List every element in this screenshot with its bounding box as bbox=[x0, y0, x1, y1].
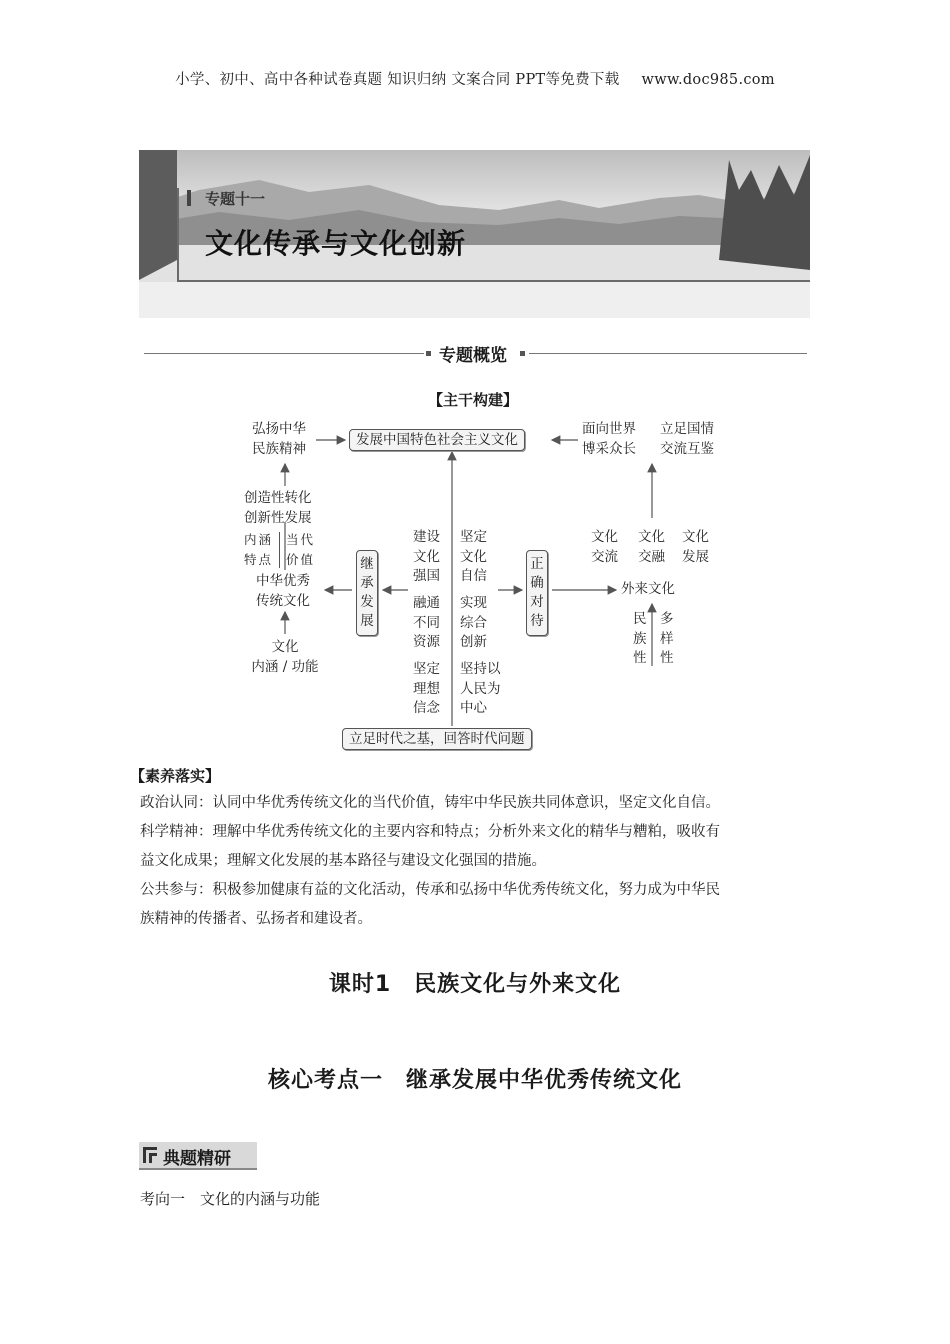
core-point-title: 核心考点一 继承发展中华优秀传统文化 bbox=[267, 1068, 682, 1093]
node-create-line1: 创造性转化 bbox=[244, 490, 312, 506]
node-diverse-char2: 样 bbox=[660, 630, 674, 647]
node-integrate-line3: 资源 bbox=[413, 634, 440, 650]
node-integrate bbox=[413, 594, 440, 653]
node-traditional-line2: 传统文化 bbox=[256, 592, 310, 609]
tag-bracket-icon bbox=[143, 1147, 157, 1163]
literacy-line-3: 益文化成果；理解文化发展的基本路径与建设文化强国的措施。 bbox=[140, 853, 546, 869]
node-spirit-line2: 民族精神 bbox=[252, 440, 306, 457]
node-exchange-line1: 文化 bbox=[591, 529, 618, 545]
node-build-strong bbox=[413, 528, 440, 587]
literacy-line-5: 族精神的传播者、弘扬者和建设者。 bbox=[140, 911, 372, 927]
node-world bbox=[582, 420, 636, 459]
heading-square-left bbox=[426, 351, 431, 356]
node-national-line2: 交流互鉴 bbox=[660, 440, 714, 457]
inherit-char-1: 继 bbox=[360, 556, 374, 572]
node-diverse-char3: 性 bbox=[660, 650, 674, 666]
heading-rule-left bbox=[144, 353, 424, 354]
node-innovation-line3: 创新 bbox=[460, 634, 487, 650]
node-current-value bbox=[286, 530, 315, 569]
node-exchange-line2: 交流 bbox=[591, 548, 618, 565]
node-content-features bbox=[244, 530, 273, 569]
node-integrate-line2: 不同 bbox=[413, 614, 440, 631]
node-build-line1: 建设 bbox=[413, 529, 440, 545]
node-ideal-line1: 坚定 bbox=[413, 661, 440, 677]
correct-char-3: 对 bbox=[530, 594, 544, 610]
node-integrate-line1: 融通 bbox=[413, 595, 440, 611]
literacy-label: 【素养落实】 bbox=[130, 767, 221, 785]
inherit-develop-box bbox=[356, 550, 378, 636]
node-build-line3: 强国 bbox=[413, 568, 440, 584]
node-content-line2: 特点 bbox=[244, 551, 274, 567]
node-value-line2: 价值 bbox=[286, 551, 316, 567]
node-ethnic-char3: 性 bbox=[633, 650, 647, 666]
inherit-char-3: 发 bbox=[360, 594, 374, 610]
lesson-title: 课时1 民族文化与外来文化 bbox=[328, 972, 622, 997]
node-traditional-culture bbox=[256, 572, 310, 611]
node-value-line1: 当代 bbox=[286, 532, 316, 547]
node-blend-line1: 文化 bbox=[638, 529, 665, 545]
node-diverse bbox=[660, 610, 674, 669]
goal-box: 发展中国特色社会主义文化 bbox=[349, 429, 525, 451]
node-people-line1: 坚持以 bbox=[460, 661, 501, 677]
node-function-line2: 内涵 / 功能 bbox=[251, 658, 319, 675]
correct-char-1: 正 bbox=[530, 556, 544, 572]
banner-title: 文化传承与文化创新 bbox=[205, 227, 467, 260]
node-people-line2: 人民为 bbox=[460, 680, 501, 697]
inherit-char-4: 展 bbox=[360, 613, 374, 629]
node-confidence-line1: 坚定 bbox=[460, 529, 487, 545]
node-confidence-line3: 自信 bbox=[460, 568, 487, 584]
node-content-line1: 内涵 bbox=[244, 532, 274, 547]
node-world-line2: 博采众长 bbox=[582, 440, 636, 457]
node-create-line2: 创新性发展 bbox=[244, 509, 312, 526]
literacy-line-1: 政治认同：认同中华优秀传统文化的当代价值，铸牢中华民族共同体意识，坚定文化自信。 bbox=[140, 795, 720, 811]
overview-heading: 专题概览 bbox=[439, 346, 507, 366]
topic-banner bbox=[139, 150, 810, 318]
node-foreign-culture: 外来文化 bbox=[621, 581, 675, 597]
heading-square-right bbox=[520, 351, 525, 356]
node-ideal bbox=[413, 660, 440, 719]
node-diverse-char1: 多 bbox=[660, 611, 674, 627]
split-line bbox=[279, 532, 280, 568]
node-develop-line1: 文化 bbox=[682, 529, 709, 545]
study-tag bbox=[139, 1142, 257, 1170]
correct-char-4: 待 bbox=[530, 613, 544, 629]
node-confidence bbox=[460, 528, 487, 587]
heading-rule-right bbox=[529, 353, 807, 354]
inherit-char-2: 承 bbox=[360, 575, 374, 591]
page-header bbox=[0, 68, 950, 89]
node-ideal-line2: 理想 bbox=[413, 680, 440, 697]
node-people-line3: 中心 bbox=[460, 700, 487, 716]
exam-direction: 考向一 文化的内涵与功能 bbox=[140, 1190, 321, 1208]
node-traditional-line1: 中华优秀 bbox=[256, 573, 310, 589]
node-innovation-line1: 实现 bbox=[460, 595, 487, 611]
correct-char-2: 确 bbox=[530, 575, 544, 591]
node-develop bbox=[682, 528, 709, 567]
node-ideal-line3: 信念 bbox=[413, 700, 440, 716]
framework-label: 【主干构建】 bbox=[428, 391, 519, 409]
banner-subtitle: 专题十一 bbox=[205, 190, 266, 208]
literacy-body bbox=[140, 789, 812, 934]
banner-marker bbox=[187, 190, 191, 206]
node-spirit bbox=[252, 420, 306, 459]
node-world-line1: 面向世界 bbox=[582, 421, 636, 437]
node-innovation bbox=[460, 594, 487, 653]
header-site-link[interactable]: www.doc985.com bbox=[641, 72, 775, 88]
node-spirit-line1: 弘扬中华 bbox=[252, 421, 306, 437]
correct-treat-box bbox=[526, 550, 548, 636]
node-develop-line2: 发展 bbox=[682, 548, 709, 565]
header-text: 小学、初中、高中各种试卷真题 知识归纳 文案合同 PPT等免费下载 bbox=[175, 72, 620, 88]
node-function-line1: 文化 bbox=[271, 639, 299, 655]
literacy-line-4: 公共参与：积极参加健康有益的文化活动，传承和弘扬中华优秀传统文化，努力成为中华民 bbox=[140, 882, 720, 898]
study-tag-label: 典题精研 bbox=[163, 1149, 231, 1169]
node-blend-line2: 交融 bbox=[638, 548, 665, 565]
node-ethnic bbox=[633, 610, 647, 669]
node-people-centered bbox=[460, 660, 501, 719]
node-build-line2: 文化 bbox=[413, 548, 440, 565]
node-ethnic-char2: 族 bbox=[633, 630, 647, 647]
node-national bbox=[660, 420, 714, 459]
literacy-line-2: 科学精神：理解中华优秀传统文化的主要内容和特点；分析外来文化的精华与糟粕，吸收有 bbox=[140, 824, 720, 840]
node-confidence-line2: 文化 bbox=[460, 548, 487, 565]
node-ethnic-char1: 民 bbox=[633, 611, 647, 627]
node-blend bbox=[638, 528, 665, 567]
node-innovation-line2: 综合 bbox=[460, 614, 487, 631]
foundation-box: 立足时代之基，回答时代问题 bbox=[342, 728, 532, 750]
node-culture-function bbox=[247, 638, 323, 677]
node-exchange bbox=[591, 528, 618, 567]
concept-map bbox=[230, 418, 730, 758]
node-national-line1: 立足国情 bbox=[660, 421, 714, 437]
node-create bbox=[244, 489, 312, 528]
